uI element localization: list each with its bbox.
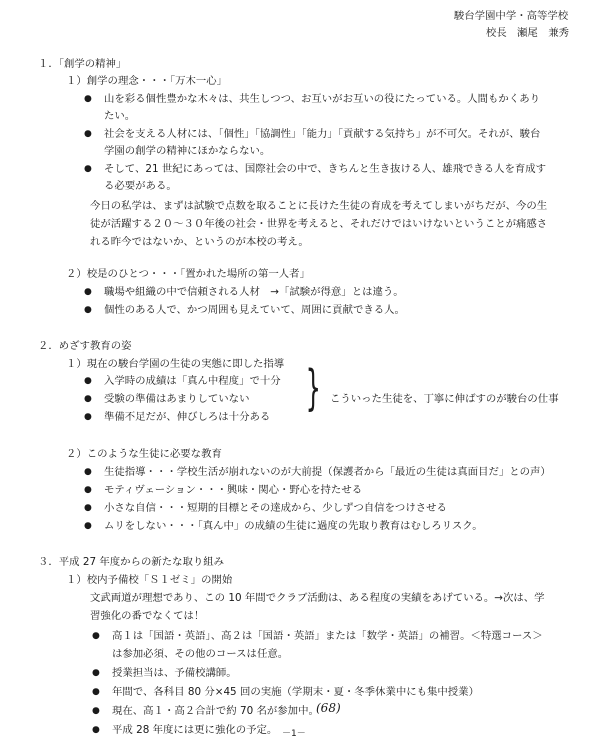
list-item: ● 受験の準備はあまりしていない <box>104 391 249 408</box>
list-item-continued: 学園の創学の精神にほかならない。 <box>104 145 271 157</box>
list-item: ● モティヴェーション・・・興味・関心・野心を持たせる <box>104 482 362 499</box>
list-item: ● 社会を支える人材には、「個性」「協調性」「能力」「貢献する気持ち」が不可欠。それが、駿台 <box>104 126 540 143</box>
page-number: －1－ <box>282 729 306 739</box>
section-2-title: ２．めざす教育の姿 <box>38 340 132 352</box>
list-item: ● 小さな自信・・・短期的目標とその達成から、少しずつ自信をつけさせる <box>104 500 447 517</box>
section-3-title: ３．平成 27 年度からの新たな取り組み <box>38 556 225 568</box>
list-item: ● 年間で、各科目 80 分×45 回の実施（学期末・夏・冬季休業中にも集中授業） <box>112 684 479 701</box>
document-header <box>454 8 569 42</box>
list-item: ● 山を彩る個性豊かな木々は、共生しつつ、お互いがお互いの役にたっている。人間もかくあり <box>104 91 540 108</box>
list-item: ● 高１は「国語・英語」、高２は「国語・英語」または「数学・英語」の補習。＜特選コース＞ <box>112 628 543 645</box>
section-1-title: １．「創学の精神」 <box>38 58 127 70</box>
list-item: ● ムリをしない・・・「真ん中」の成績の生徒に過度の先取り教育はむしろリスク。 <box>104 518 483 535</box>
list-item: ● 現在、高１・高２合計で約 70 名が参加中。 <box>112 703 319 720</box>
list-item: ● 個性のある人で、かつ周囲も見えていて、周囲に貢献できる人。 <box>104 302 405 319</box>
grouping-brace: } <box>305 360 321 416</box>
list-item-continued: る必要がある。 <box>104 180 177 192</box>
paragraph-line: 習強化の番でなくては！ <box>90 610 205 622</box>
section-2-1-title: １）現在の駿台学園の生徒の実態に即した指導 <box>66 358 285 370</box>
list-item-continued: は参加必須、その他のコースは任意。 <box>112 648 289 660</box>
section-1-2-title: ２）校是のひとつ・・・「置かれた場所の第一人者」 <box>66 268 310 280</box>
school-name: 駿台学園中学・高等学校 <box>453 10 569 22</box>
list-item: ● そして、21 世紀にあっては、国際社会の中で、きちんと生き抜ける人、雄飛できる人を育成す <box>104 161 546 178</box>
list-item: ● 平成 28 年度には更に強化の予定。 <box>112 722 277 739</box>
list-item: ● 授業担当は、予備校講師。 <box>112 665 237 682</box>
list-item: ● 準備不足だが、伸びしろは十分ある <box>104 409 270 426</box>
section-3-1-title: １）校内予備校「Ｓ１ゼミ」の開始 <box>66 574 233 586</box>
paragraph-line: れる昨今ではないか、というのが本校の考え。 <box>90 236 309 248</box>
section-2-2-title: ２）このような生徒に必要な教育 <box>66 448 222 460</box>
list-item-continued: たい。 <box>104 110 136 122</box>
section-1-1-title: １）創学の理念・・・「万木一心」 <box>66 75 228 87</box>
handwritten-note: (68) <box>316 701 341 715</box>
paragraph-line: 徒が活躍する２０～３０年後の社会・世界を考えると、それだけではいけないということが痛感さ <box>90 218 548 230</box>
list-item: ● 生徒指導・・・学校生活が崩れないのが大前提（保護者から「最近の生徒は真面目だ」との声） <box>104 464 551 481</box>
list-item: ● 入学時の成績は「真ん中程度」で十分 <box>104 373 281 390</box>
paragraph-line: 今日の私学は、まずは試験で点数を取ることに長けた生徒の育成を考えてしまいがちだが、今の生 <box>90 200 548 212</box>
paragraph-line: 文武両道が理想であり、この 10 年間でクラブ活動は、ある程度の実績をあげている。→次は、学 <box>90 592 545 604</box>
list-item: ● 職場や組織の中で信頼される人材 →「試験が得意」とは違う。 <box>104 284 404 301</box>
brace-note: こういった生徒を、丁寧に伸ばすのが駿台の仕事 <box>330 393 559 405</box>
principal-name: 校長 瀬尾 兼秀 <box>485 27 569 39</box>
